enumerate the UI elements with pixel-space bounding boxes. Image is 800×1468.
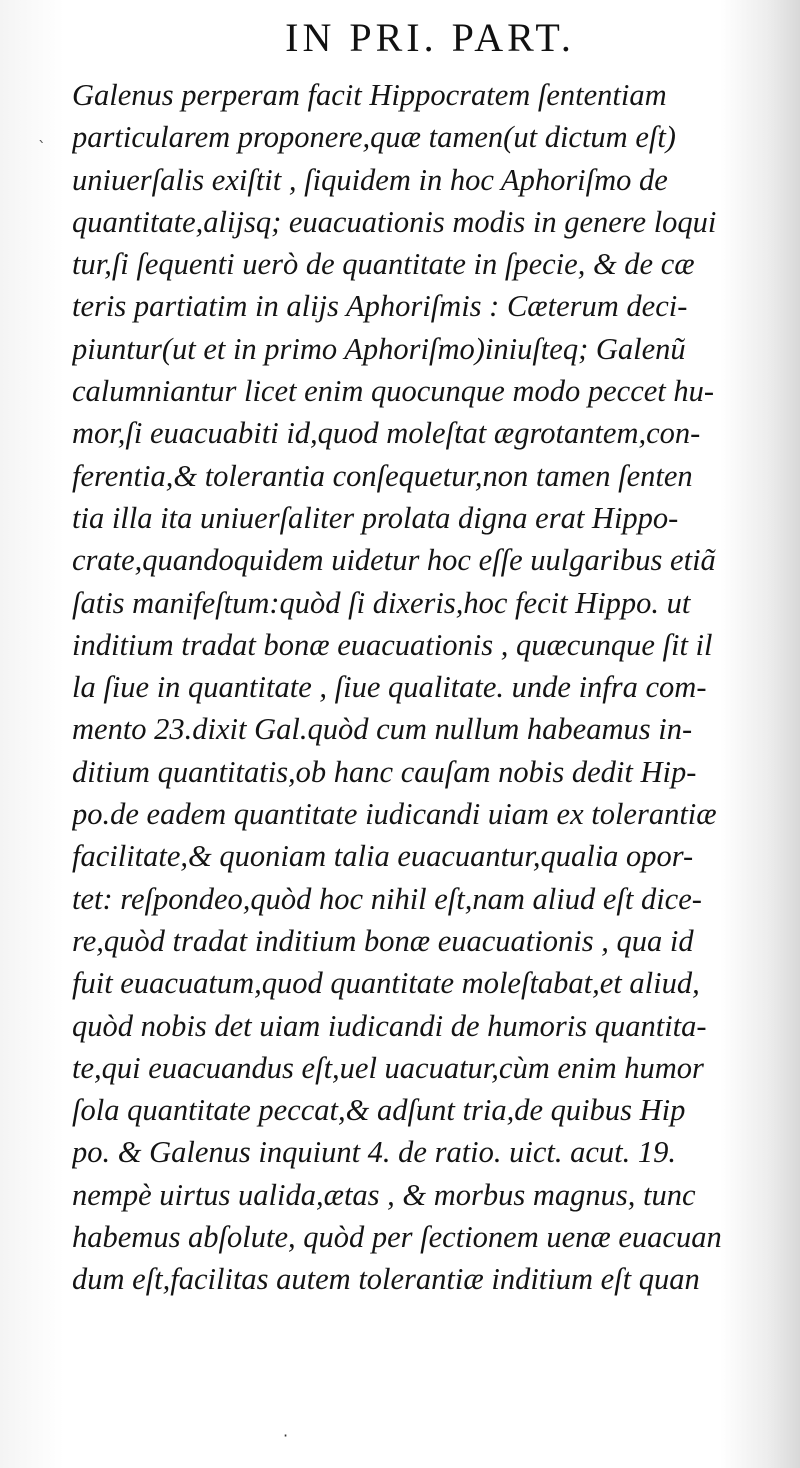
- text-line: po. & Galenus inquiunt 4. de ratio. uict. acut. 19.: [72, 1135, 677, 1170]
- margin-mark-icon: `: [38, 138, 46, 157]
- text-line: ſola quantitate peccat,& adſunt tria,de quibus Hip: [72, 1093, 686, 1128]
- text-line: la ſiue in quantitate , ſiue qualitate. unde infra com-: [72, 670, 707, 705]
- text-line: calumniantur licet enim quocunque modo peccet hu-: [72, 374, 715, 409]
- text-line: ſatis manifeſtum:quòd ſi dixeris,hoc fecit Hippo. ut: [72, 585, 691, 620]
- text-line: ditium quantitatis,ob hanc cauſam nobis dedit Hip-: [72, 754, 697, 789]
- text-line: particularem proponere,quæ tamen(ut dictum eſt): [72, 120, 676, 155]
- text-line: teris partiatim in alijs Aphoriſmis : Cæterum deci-: [72, 289, 688, 324]
- text-line: fuit euacuatum,quod quantitate moleſtabat,et aliud,: [72, 966, 700, 1001]
- text-line: ferentia,& tolerantia conſequetur,non tamen ſenten: [72, 458, 693, 493]
- text-line: tia illa ita uniuerſaliter prolata digna erat Hippo-: [72, 500, 679, 535]
- text-line: tet: reſpondeo,quòd hoc nihil eſt,nam aliud eſt dice-: [72, 881, 702, 916]
- text-line: facilitate,& quoniam talia euacuantur,qualia opor-: [72, 839, 694, 874]
- text-line: mor,ſi euacuabiti id,quod moleſtat ægrotantem,con-: [72, 416, 701, 451]
- text-line: uniuerſalis exiſtit , ſiquidem in hoc Aphoriſmo de: [72, 162, 668, 197]
- text-line: quantitate,alijsq; euacuationis modis in genere loqui: [72, 204, 717, 239]
- body-text: [72, 74, 762, 1301]
- text-line: piuntur(ut et in primo Aphoriſmo)iniuſteq; Galenũ: [72, 331, 686, 366]
- text-line: inditium tradat bonæ euacuationis , quæcunque ſit il: [72, 627, 713, 662]
- text-line: mento 23.dixit Gal.quòd cum nullum habeamus in-: [72, 712, 693, 747]
- text-line: habemus abſolute, quòd per ſectionem uenæ euacuan: [72, 1220, 722, 1255]
- text-line: po.de eadem quantitate iudicandi uiam ex tolerantiæ: [72, 797, 717, 832]
- text-line: crate,quandoquidem uidetur hoc eſſe uulgaribus etiã: [72, 543, 716, 578]
- text-line: Galenus perperam facit Hippocratem ſententiam: [72, 78, 667, 112]
- text-line: re,quòd tradat inditium bonæ euacuationis , qua id: [72, 923, 694, 958]
- text-line: quòd nobis det uiam iudicandi de humoris quantita-: [72, 1008, 707, 1043]
- text-line: te,qui euacuandus eſt,uel uacuatur,cùm enim humor: [72, 1050, 704, 1085]
- text-line: tur,ſi ſequenti uerò de quantitate in ſpecie, & de cæ: [72, 247, 695, 282]
- bottom-dot-icon: ·: [283, 1426, 289, 1445]
- text-line: dum eſt,facilitas autem tolerantiæ inditium eſt quan: [72, 1262, 700, 1297]
- running-head: IN PRI. PART.: [285, 15, 575, 60]
- text-line: nempè uirtus ualida,ætas , & morbus magnus, tunc: [72, 1177, 696, 1212]
